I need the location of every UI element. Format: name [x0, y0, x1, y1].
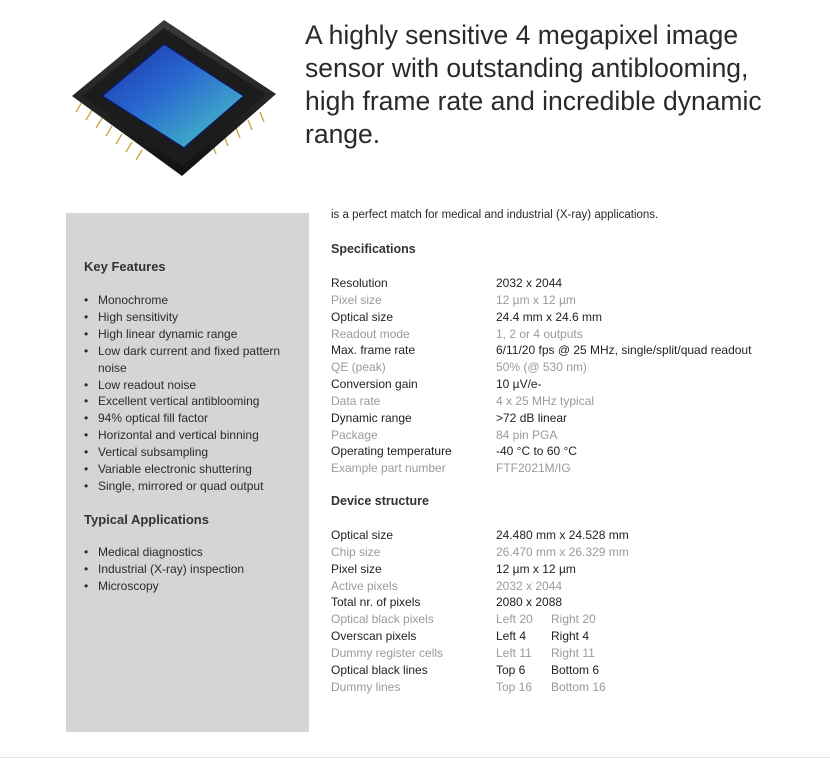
- spec-label: Optical size: [331, 309, 394, 324]
- bullet: •: [84, 377, 89, 392]
- bullet: •: [84, 293, 89, 307]
- bullet: •: [84, 478, 89, 493]
- list-item: [84, 427, 299, 444]
- spec-value: 24.4 mm x 24.6 mm: [496, 309, 603, 324]
- spec-value: 1, 2 or 4 outputs: [496, 326, 583, 341]
- headline: A highly sensitive 4 megapixel image sensor with outstanding antiblooming, high frame rate and incredible dynamic range.: [305, 20, 762, 149]
- sidebar-panel: [66, 213, 309, 732]
- structure-label: Dummy register cells: [331, 645, 444, 660]
- list-item: [84, 343, 299, 377]
- applications-list: [84, 544, 299, 595]
- feature-text: Vertical subsampling: [98, 445, 209, 460]
- list-item: [84, 578, 299, 595]
- bullet: •: [84, 462, 89, 477]
- device-structure-title: Device structure: [331, 494, 429, 508]
- structure-value-secondary: Right 20: [551, 612, 596, 627]
- structure-value: 12 µm x 12 µm: [496, 561, 576, 576]
- spec-row: [331, 342, 811, 359]
- spec-row: [331, 427, 811, 444]
- spec-label: Conversion gain: [331, 377, 418, 392]
- spec-row: [331, 275, 811, 292]
- spec-row: [331, 292, 811, 309]
- list-item: [84, 444, 299, 461]
- applications-title: Typical Applications: [84, 512, 209, 527]
- bullet: •: [84, 561, 89, 576]
- list-item: [84, 377, 299, 394]
- spec-row: [331, 393, 811, 410]
- sensor-chip-image: [62, 14, 287, 184]
- spec-label: Max. frame rate: [331, 343, 416, 358]
- list-item: [84, 292, 299, 309]
- structure-value: Left 20: [496, 612, 533, 627]
- spec-row: [331, 309, 811, 326]
- structure-row: [331, 611, 811, 628]
- structure-value-secondary: Right 11: [551, 645, 595, 660]
- bullet: •: [84, 578, 89, 593]
- structure-value: Left 11: [496, 645, 532, 660]
- specifications-table: [331, 275, 811, 477]
- application-text: Microscopy: [98, 578, 159, 593]
- list-item: [84, 478, 299, 495]
- structure-value-secondary: Right 4: [551, 629, 590, 644]
- structure-row: [331, 594, 811, 611]
- key-features-list: [84, 292, 299, 495]
- structure-label: Optical black pixels: [331, 612, 434, 627]
- bottom-divider: [0, 757, 830, 758]
- spec-label: Dynamic range: [331, 410, 412, 425]
- structure-row: [331, 561, 811, 578]
- list-item: [84, 461, 299, 478]
- spec-value: >72 dB linear: [496, 410, 568, 425]
- feature-text: Horizontal and vertical binning: [98, 428, 259, 443]
- bullet: •: [84, 309, 89, 324]
- spec-value: 50% (@ 530 nm): [496, 360, 587, 375]
- feature-text: Excellent vertical antiblooming: [98, 394, 260, 409]
- feature-text: Low dark current and fixed pattern noise: [98, 343, 281, 375]
- structure-value: Top 6: [496, 662, 526, 677]
- structure-label: Active pixels: [331, 578, 398, 593]
- spec-label: Data rate: [331, 393, 381, 408]
- structure-row: [331, 628, 811, 645]
- list-item: [84, 561, 299, 578]
- structure-label: Optical black lines: [331, 662, 428, 677]
- spec-label: Readout mode: [331, 326, 410, 341]
- spec-row: [331, 376, 811, 393]
- structure-value: Left 4: [496, 629, 527, 644]
- structure-label: Dummy lines: [331, 679, 401, 694]
- structure-label: Total nr. of pixels: [331, 595, 421, 610]
- spec-label: Resolution: [331, 276, 388, 290]
- feature-text: Single, mirrored or quad output: [98, 478, 264, 493]
- bullet: •: [84, 394, 89, 409]
- bullet: •: [84, 545, 89, 559]
- intro-text: is a perfect match for medical and industrial (X-ray) applications.: [331, 209, 659, 221]
- structure-value: Top 16: [496, 679, 533, 694]
- structure-row: [331, 578, 811, 595]
- structure-value: 26.470 mm x 26.329 mm: [496, 544, 629, 559]
- key-features-title: Key Features: [84, 259, 166, 274]
- feature-text: High sensitivity: [98, 309, 179, 324]
- structure-value: 24.480 mm x 24.528 mm: [496, 528, 629, 542]
- spec-label: Example part number: [331, 461, 446, 476]
- bullet: •: [84, 445, 89, 460]
- bullet: •: [84, 428, 89, 443]
- bullet: •: [84, 343, 89, 358]
- list-item: [84, 309, 299, 326]
- structure-value: 2032 x 2044: [496, 578, 563, 593]
- structure-value-secondary: Bottom 6: [551, 662, 600, 677]
- spec-label: Pixel size: [331, 292, 382, 307]
- spec-label: Operating temperature: [331, 444, 452, 459]
- bullet: •: [84, 326, 89, 341]
- application-text: Industrial (X-ray) inspection: [98, 561, 245, 576]
- structure-row: [331, 544, 811, 561]
- spec-value: 4 x 25 MHz typical: [496, 393, 595, 408]
- feature-text: Variable electronic shuttering: [98, 462, 252, 477]
- bullet: •: [84, 411, 89, 426]
- spec-row: [331, 326, 811, 343]
- structure-label: Chip size: [331, 544, 381, 559]
- sensor-chip-illustration: [62, 14, 287, 184]
- spec-label: Package: [331, 427, 378, 442]
- spec-row: [331, 359, 811, 376]
- spec-row: [331, 410, 811, 427]
- structure-value: 2080 x 2088: [496, 595, 563, 610]
- feature-text: Monochrome: [98, 293, 169, 307]
- spec-row: [331, 460, 811, 477]
- feature-text: High linear dynamic range: [98, 326, 238, 341]
- application-text: Medical diagnostics: [98, 545, 203, 559]
- structure-value-secondary: Bottom 16: [551, 679, 606, 694]
- specifications-title: Specifications: [331, 242, 416, 256]
- list-item: [84, 326, 299, 343]
- structure-label: Overscan pixels: [331, 629, 417, 644]
- feature-text: 94% optical fill factor: [98, 411, 209, 426]
- structure-label: Optical size: [331, 528, 394, 542]
- spec-value: -40 °C to 60 °C: [496, 444, 577, 459]
- spec-value: 6/11/20 fps @ 25 MHz, single/split/quad readout: [496, 343, 752, 358]
- spec-label: QE (peak): [331, 360, 386, 375]
- list-item: [84, 410, 299, 427]
- structure-row: [331, 662, 811, 679]
- structure-row: [331, 645, 811, 662]
- spec-value: FTF2021M/IG: [496, 461, 571, 476]
- spec-value: 84 pin PGA: [496, 427, 558, 442]
- structure-row: [331, 527, 811, 544]
- spec-value: 12 µm x 12 µm: [496, 292, 576, 307]
- spec-value: 2032 x 2044: [496, 276, 563, 290]
- device-structure-table: [331, 527, 811, 695]
- structure-row: [331, 679, 811, 696]
- spec-row: [331, 443, 811, 460]
- spec-value: 10 µV/e-: [496, 377, 542, 392]
- list-item: [84, 393, 299, 410]
- structure-label: Pixel size: [331, 561, 382, 576]
- feature-text: Low readout noise: [98, 377, 197, 392]
- list-item: [84, 544, 299, 561]
